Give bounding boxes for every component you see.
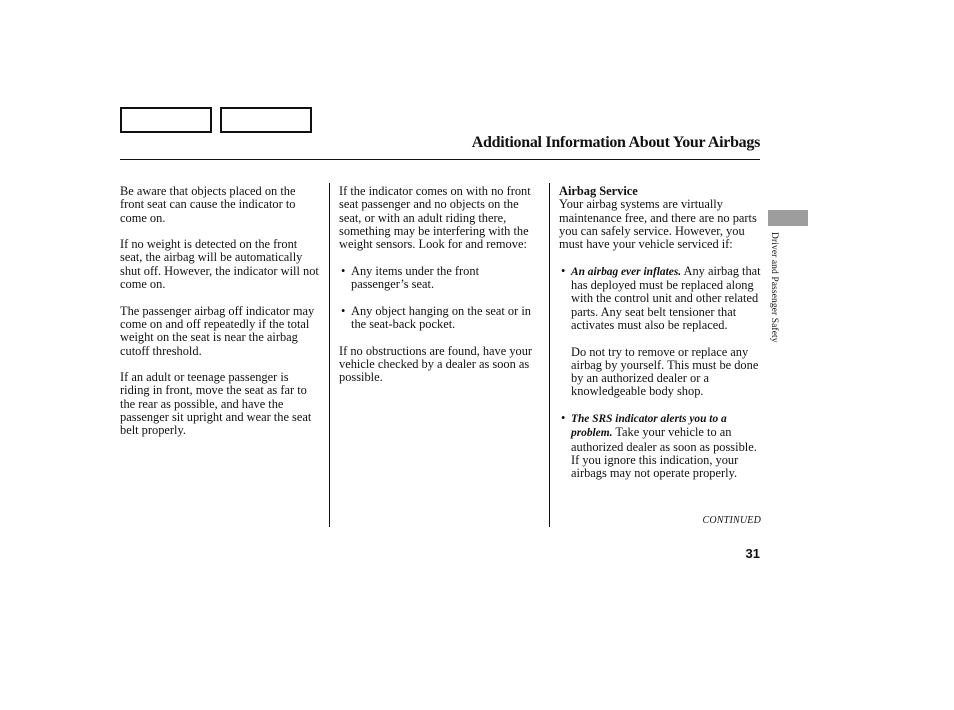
paragraph: If the indicator comes on with no front seat passenger and no objects on the seat, or with an adult riding there, something may be interfering with the weight sensors. Look for and remove: [339, 184, 531, 252]
title-divider [120, 159, 760, 160]
bullet-icon: • [561, 263, 566, 278]
list-item [339, 265, 539, 292]
list-item [559, 265, 765, 332]
bullet-icon: • [341, 263, 346, 278]
list-item [339, 305, 539, 332]
list-item-text: Take your vehicle to an authorized dealer as soon as possible. If you ignore this indication, your airbags may not operate properly. [571, 425, 757, 481]
paragraph: If no weight is detected on the front seat, the airbag will be automatically shut off. However, the indicator will not come on. [120, 237, 319, 292]
nav-button-next[interactable] [220, 107, 312, 133]
list-item-text: Any items under the front passenger’s seat. [351, 263, 480, 292]
paragraph: The passenger airbag off indicator may come on and off repeatedly if the total weight on the seat is near the airbag cutoff threshold. [120, 303, 315, 358]
bullet-lead: An airbag ever inflates. [571, 265, 682, 278]
bullet-icon: • [561, 411, 566, 426]
continued-label: CONTINUED [702, 515, 761, 526]
column-3 [559, 185, 765, 494]
paragraph: Be aware that objects placed on the front seat can cause the indicator to come on. [120, 184, 296, 225]
paragraph: If no obstructions are found, have your vehicle checked by a dealer as soon as possible. [339, 343, 533, 385]
page-title: Additional Information About Your Airbags [471, 134, 760, 151]
section-tab-label: Driver and Passenger Safety [769, 232, 779, 343]
page-number: 31 [745, 546, 760, 561]
paragraph: Do not try to remove or replace any airbag by yourself. This must be done by an authorized dealer or a knowledgeable body shop. [571, 344, 759, 399]
column-divider [329, 183, 330, 527]
bullet-icon: • [341, 303, 346, 318]
nav-button-previous[interactable] [120, 107, 212, 133]
paragraph: If an adult or teenage passenger is riding in front, move the seat as far to the rear as possible, and have the passenger sit upright and wear the seat belt properly. [120, 370, 312, 438]
section-heading: Airbag Service [559, 184, 638, 198]
section-tab [768, 210, 808, 226]
paragraph: Your airbag systems are virtually maintenance free, and there are no parts you can safely service. However, you must have your vehicle serviced if: [559, 197, 757, 252]
column-1 [120, 185, 320, 451]
bullet-lead: The SRS indicator alerts you to a problem. [571, 413, 727, 440]
list-item [559, 412, 765, 480]
list-item-text: Any airbag that has deployed must be replaced along with the control unit and other related parts. Any seat belt tensioner that activates must also be replaced. [571, 263, 761, 332]
column-divider [549, 183, 550, 527]
list-item-text: Any object hanging on the seat or in the seat-back pocket. [351, 303, 531, 331]
column-2 [339, 185, 539, 398]
